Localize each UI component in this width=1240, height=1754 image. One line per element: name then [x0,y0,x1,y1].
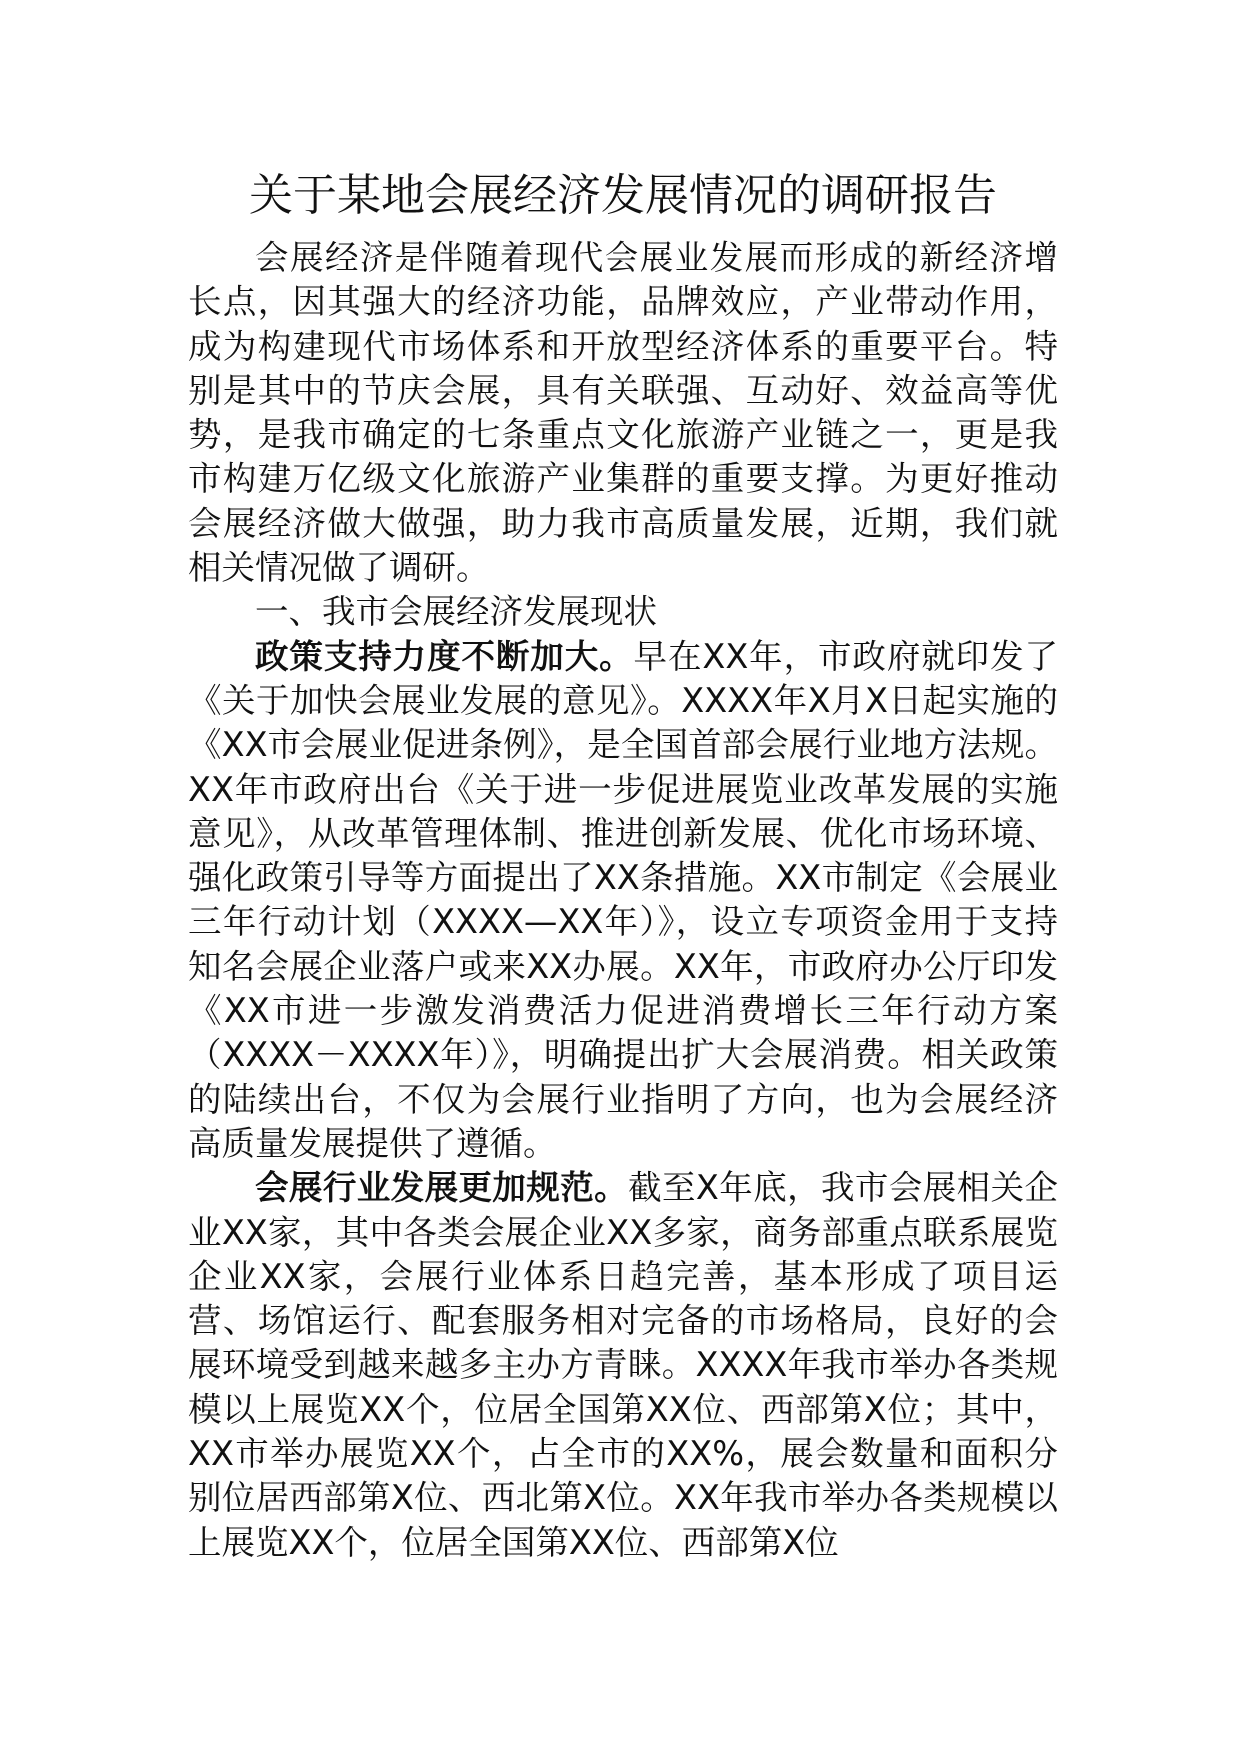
document-body [188,164,1058,1565]
industry-text: 截至X年底，我市会展相关企业XX家，其中各类会展企业XX多家，商务部重点联系展览企业XX家，会展行业体系日趋完善，基本形成了项目运营、场馆运行、配套服务相对完备的市场格局，良好的会展环境受到越来越多主办方青睐。XXXX年我市举办各类规模以上展览XX个，位居全国第XX位、西部第X位；其中，XX市举办展览XX个，占全市的XX%，展会数量和面积分别位居西部第X位、西北第X位。XX年我市举办各类规模以上展览XX个，位居全国第XX位、西部第X位 [188,1168,1059,1562]
section-heading: 一、我市会展经济发展现状 [255,592,657,632]
policy-paragraph [188,635,1058,1167]
industry-lead: 会展行业发展更加规范。 [255,1168,629,1208]
industry-paragraph [188,1166,1058,1565]
intro-paragraph: 会展经济是伴随着现代会展业发展而形成的新经济增长点，因其强大的经济功能，品牌效应，产业带动作用，成为构建现代市场体系和开放型经济体系的重要平台。特别是其中的节庆会展，具有关联强、互动好、效益高等优势，是我市确定的七条重点文化旅游产业链之一，更是我市构建万亿级文化旅游产业集群的重要支撑。为更好推动会展经济做大做强，助力我市高质量发展，近期，我们就相关情况做了调研。 [188,238,1058,588]
document-title: 关于某地会展经济发展情况的调研报告 [249,170,997,221]
policy-text: 早在XX年，市政府就印发了《关于加快会展业发展的意见》。XXXX年X月X日起实施的《XX市会展业促进条例》，是全国首部会展行业地方法规。XX年市政府出台《关于进一步促进展览业改革发展的实施意见》，从改革管理体制、推进创新发展、优化市场环境、强化政策引导等方面提出了XX条措施。XX市制定《会展业三年行动计划（XXXX—XX年）》，设立专项资金用于支持知名会展企业落户或来XX办展。XX年，市政府办公厅印发《XX市进一步激发消费活力促进消费增长三年行动方案（XXXX－XXXX年）》，明确提出扩大会展消费。相关政策的陆续出台，不仅为会展行业指明了方向，也为会展经济高质量发展提供了遵循。 [188,636,1058,1163]
policy-lead: 政策支持力度不断加大。 [255,636,634,676]
